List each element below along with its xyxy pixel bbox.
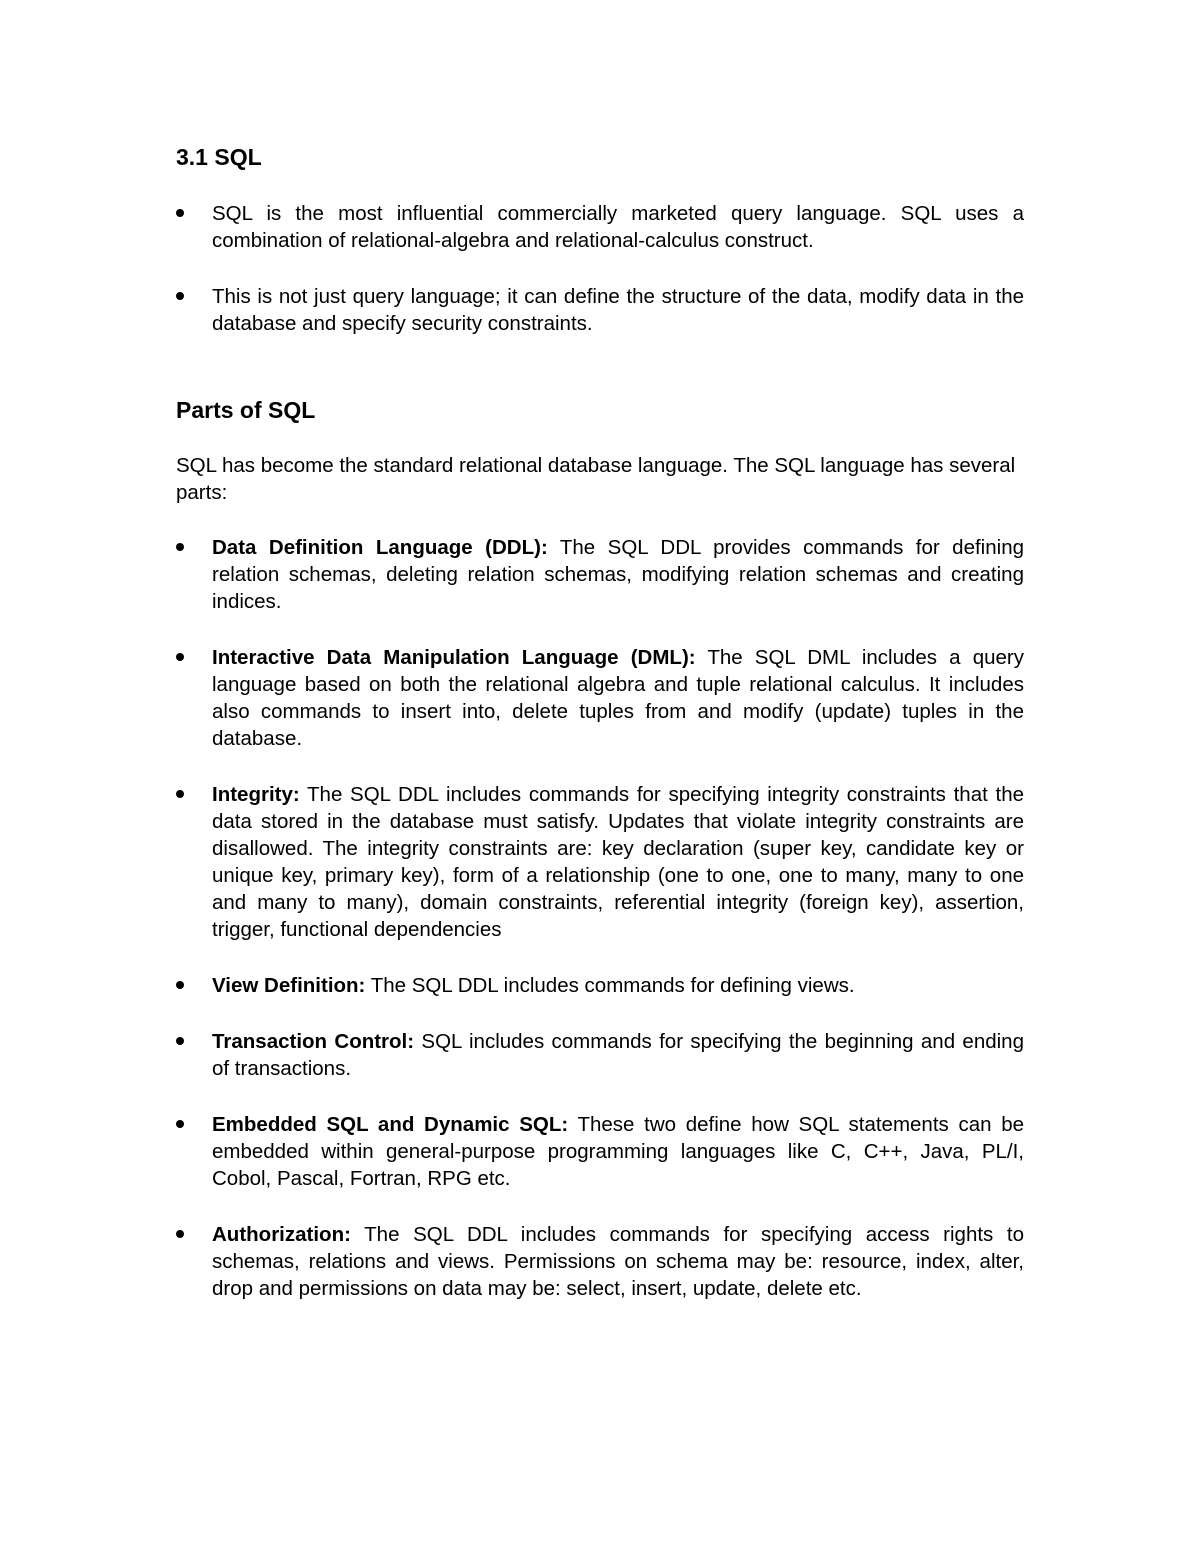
item-text: The SQL DDL includes commands for specifying access rights to schemas, relations and views. Permissions on schema may be: resource, index, alter, drop and permissions on data may be: select, insert, update, delete etc. [212,1223,1024,1300]
item-term: Transaction Control: [212,1030,415,1053]
list-item [176,972,1024,999]
item-text: These two define how SQL statements can be embedded within general-purpose programming languages like C, C++, Java, PL/I, Cobol, Pascal, Fortran, RPG etc. [212,1113,1024,1190]
bullet-icon [176,543,184,551]
item-text: SQL includes commands for specifying the beginning and ending of transactions. [212,1030,1024,1080]
bullet-icon [176,1120,184,1128]
item-text: The SQL DDL provides commands for defining relation schemas, deleting relation schemas, modifying relation schemas and creating indices. [212,536,1024,613]
item-term: Data Definition Language (DDL): [212,536,548,559]
item-term: Authorization: [212,1223,351,1246]
parts-title: Parts of SQL [176,397,316,423]
list-item [176,644,1024,752]
item-text: The SQL DDL includes commands for defining views. [365,974,855,997]
bullet-icon [176,1037,184,1045]
bullet-icon [176,292,184,300]
list-item [176,200,1024,254]
item-term: Interactive Data Manipulation Language (DML): [212,646,696,669]
bullet-text: SQL is the most influential commercially marketed query language. SQL uses a combination of relational-algebra and relational-calculus construct. [212,202,1024,252]
section-title: 3.1 SQL [176,144,262,170]
bullet-icon [176,790,184,798]
intro-bullet-list [176,200,1024,337]
bullet-icon [176,981,184,989]
bullet-icon [176,1230,184,1238]
list-item [176,1111,1024,1192]
parts-intro: SQL has become the standard relational database language. The SQL language has several parts: [176,454,1016,504]
list-item [176,534,1024,615]
item-term: Integrity: [212,783,300,806]
item-term: View Definition: [212,974,366,997]
list-item [176,1028,1024,1082]
document-content [176,142,1024,1302]
item-text: The SQL DDL includes commands for specifying integrity constraints that the data stored in the database must satisfy. Updates that violate integrity constraints are disallowed. The integrity constraints are: key declaration (super key, candidate key or unique key, primary key), form of a relationship (one to one, one to many, many to one and many to many), domain constraints, referential integrity (foreign key), assertion, trigger, functional dependencies [212,783,1024,941]
list-item [176,1221,1024,1302]
list-item [176,283,1024,337]
bullet-icon [176,209,184,217]
bullet-text: This is not just query language; it can define the structure of the data, modify data in the database and specify security constraints. [212,285,1024,335]
list-item [176,781,1024,943]
item-term: Embedded SQL and Dynamic SQL: [212,1113,569,1136]
parts-bullet-list [176,534,1024,1302]
bullet-icon [176,653,184,661]
item-text: The SQL DML includes a query language based on both the relational algebra and tuple relational calculus. It includes also commands to insert into, delete tuples from and modify (update) tuples in the database. [212,646,1024,750]
